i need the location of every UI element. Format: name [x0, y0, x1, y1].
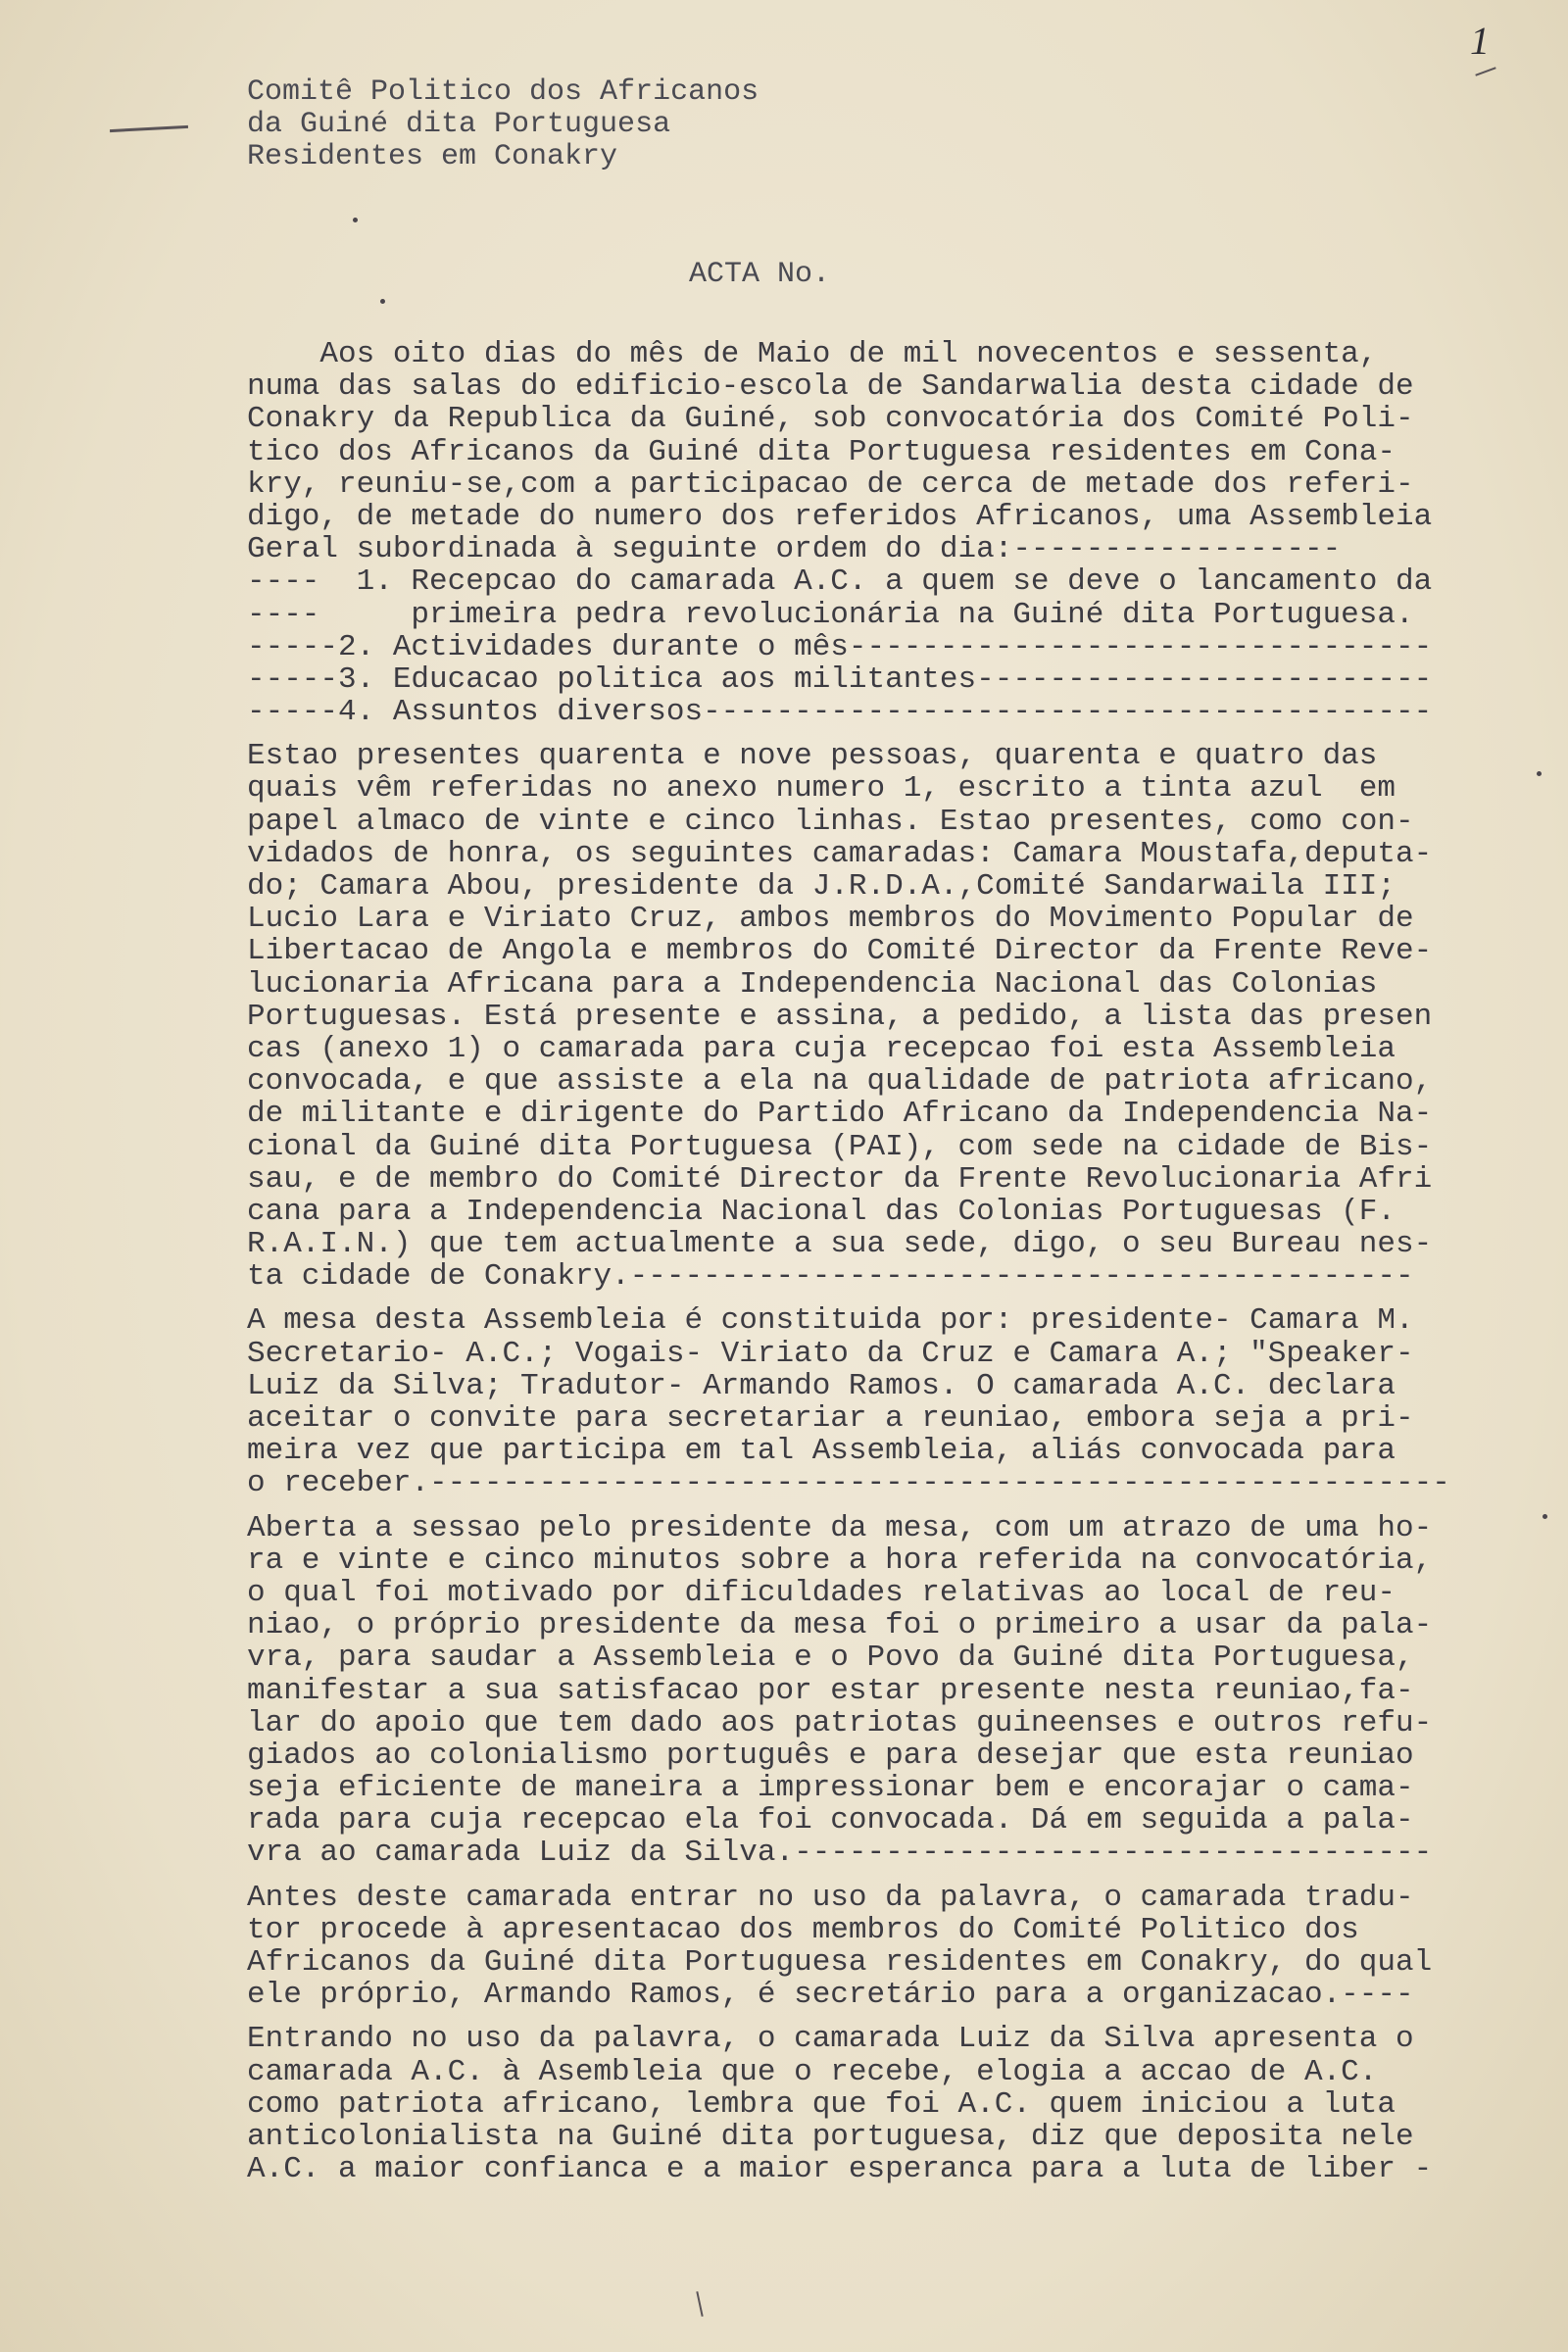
text-line: vra, para saudar a Assembleia e o Povo da Guiné dita Portuguesa,: [247, 1642, 1414, 1675]
paragraph: [247, 338, 1560, 728]
text-line: giados ao colonialismo português e para desejar que esta reuniao: [247, 1739, 1414, 1773]
text-line: anticolonialista na Guiné dita portuguesa, diz que deposita nele: [247, 2120, 1414, 2154]
text-line: Africanos da Guiné dita Portuguesa residentes em Conakry, do qual: [247, 1946, 1433, 1980]
paragraph-gap: [247, 1293, 1560, 1304]
text-line: digo, de metade do numero dos referidos Africanos, uma Assembleia: [247, 500, 1433, 534]
text-line: cas (anexo 1) o camarada para cuja recepcao foi esta Assembleia: [247, 1032, 1396, 1066]
text-line: vra ao camarada Luiz da Silva.-----------------------------------: [247, 1837, 1433, 1870]
paragraph: [247, 740, 1560, 1293]
text-line: ta cidade de Conakry.-------------------------------------------: [247, 1260, 1414, 1294]
header-line: da Guiné dita Portuguesa: [247, 108, 671, 141]
text-line: R.A.I.N.) que tem actualmente a sua sede, digo, o seu Bureau nes-: [247, 1228, 1433, 1261]
committee-header: [247, 76, 759, 173]
paragraph: [247, 2023, 1560, 2185]
paragraph: [247, 1882, 1560, 2012]
text-line: A mesa desta Assembleia é constituida por: presidente- Camara M.: [247, 1304, 1414, 1338]
text-line: Portuguesas. Está presente e assina, a pedido, a lista das presen: [247, 1000, 1433, 1033]
text-line: Conakry da Republica da Guiné, sob convocatória dos Comité Poli-: [247, 403, 1414, 436]
text-line: Luiz da Silva; Tradutor- Armando Ramos. O camarada A.C. declara: [247, 1369, 1396, 1402]
page-number: 1: [1470, 19, 1490, 63]
text-line: Estao presentes quarenta e nove pessoas, quarenta e quatro das: [247, 740, 1378, 773]
text-line: cana para a Independencia Nacional das Colonias Portuguesas (F.: [247, 1195, 1396, 1229]
text-line: cional da Guiné dita Portuguesa (PAI), com sede na cidade de Bis-: [247, 1130, 1433, 1163]
text-line: convocada, e que assiste a ela na qualidade de patriota africano,: [247, 1065, 1433, 1099]
paragraph: [247, 1512, 1560, 1870]
paragraph: [247, 1304, 1560, 1499]
text-line: papel almaco de vinte e cinco linhas. Estao presentes, como con-: [247, 805, 1414, 838]
text-line: Lucio Lara e Viriato Cruz, ambos membros do Movimento Popular de: [247, 903, 1414, 936]
text-line: Libertacao de Angola e membros do Comité Director da Frente Reve-: [247, 935, 1433, 968]
text-line: seja eficiente de maneira a impressionar bem e encorajar o cama-: [247, 1772, 1414, 1805]
text-line: -----2. Actividades durante o mês--------------------------------: [247, 630, 1433, 663]
text-line: manifestar a sua satisfacao por estar presente nesta reuniao,fa-: [247, 1674, 1414, 1707]
text-line: Aos oito dias do mês de Maio de mil novecentos e sessenta,: [247, 338, 1378, 371]
ink-speck: [353, 218, 358, 222]
text-line: Antes deste camarada entrar no uso da palavra, o camarada tradu-: [247, 1881, 1414, 1914]
text-line: ---- primeira pedra revolucionária na Guiné dita Portuguesa.: [247, 598, 1414, 631]
text-line: kry, reuniu-se,com a participacao de cerca de metade dos referi-: [247, 467, 1414, 501]
text-line: tor procede à apresentacao dos membros do Comité Politico dos: [247, 1913, 1359, 1946]
text-line: Entrando no uso da palavra, o camarada Luiz da Silva apresenta o: [247, 2023, 1414, 2056]
minutes-body: [247, 338, 1560, 2185]
margin-pen-mark: [110, 125, 188, 132]
text-line: -----4. Assuntos diversos----------------------------------------: [247, 696, 1433, 729]
text-line: tico dos Africanos da Guiné dita Portuguesa residentes em Cona-: [247, 435, 1396, 468]
text-line: niao, o próprio presidente da mesa foi o primeiro a usar da pala-: [247, 1609, 1433, 1642]
text-line: ra e vinte e cinco minutos sobre a hora referida na convocatória,: [247, 1544, 1433, 1577]
text-line: o receber.--------------------------------------------------------: [247, 1467, 1450, 1500]
text-line: aceitar o convite para secretariar a reuniao, embora seja a pri-: [247, 1402, 1414, 1436]
header-line: Comitê Politico dos Africanos: [247, 75, 760, 109]
text-line: vidados de honra, os seguintes camaradas: Camara Moustafa,deputa-: [247, 837, 1433, 870]
text-line: A.C. a maior confianca e a maior esperanca para a luta de liber -: [247, 2153, 1433, 2186]
corner-pen-mark: [1475, 67, 1495, 75]
text-line: numa das salas do edificio-escola de Sandarwalia desta cidade de: [247, 370, 1414, 404]
text-line: ele próprio, Armando Ramos, é secretário para a organizacao.----: [247, 1979, 1414, 2012]
text-line: ---- 1. Recepcao do camarada A.C. a quem se deve o lancamento da: [247, 565, 1433, 599]
paragraph-gap: [247, 2011, 1560, 2023]
document-title: ACTA No.: [689, 258, 831, 291]
text-line: sau, e de membro do Comité Director da Frente Revolucionaria Afri: [247, 1162, 1433, 1196]
text-line: camarada A.C. à Asembleia que o recebe, elogia a accao de A.C.: [247, 2055, 1378, 2088]
header-line: Residentes em Conakry: [247, 140, 618, 173]
text-line: como patriota africano, lembra que foi A.C. quem iniciou a luta: [247, 2087, 1396, 2121]
text-line: o qual foi motivado por dificuldades relativas ao local de reu-: [247, 1576, 1396, 1610]
text-line: lar do apoio que tem dado aos patriotas guineenses e outros refu-: [247, 1706, 1433, 1740]
text-line: rada para cuja recepcao ela foi convocada. Dá em seguida a pala-: [247, 1804, 1414, 1838]
text-line: quais vêm referidas no anexo numero 1, escrito a tinta azul em: [247, 772, 1396, 806]
paragraph-gap: [247, 1500, 1560, 1512]
text-line: -----3. Educacao politica aos militantes-------------------------: [247, 662, 1433, 697]
text-line: lucionaria Africana para a Independencia Nacional das Colonias: [247, 967, 1378, 1001]
paragraph-gap: [247, 1870, 1560, 1882]
text-line: meira vez que participa em tal Assembleia, aliás convocada para: [247, 1435, 1396, 1468]
text-line: Geral subordinada à seguinte ordem do dia:------------------: [247, 533, 1342, 566]
text-line: do; Camara Abou, presidente da J.R.D.A.,Comité Sandarwaila III;: [247, 870, 1396, 904]
text-line: Secretario- A.C.; Vogais- Viriato da Cruz e Camara A.; "Speaker-: [247, 1337, 1414, 1370]
text-line: de militante e dirigente do Partido Africano da Independencia Na-: [247, 1098, 1433, 1131]
bottom-pen-mark: [696, 2291, 703, 2317]
text-line: Aberta a sessao pelo presidente da mesa, com um atrazo de uma ho-: [247, 1511, 1433, 1544]
paragraph-gap: [247, 728, 1560, 740]
ink-speck: [380, 299, 385, 304]
